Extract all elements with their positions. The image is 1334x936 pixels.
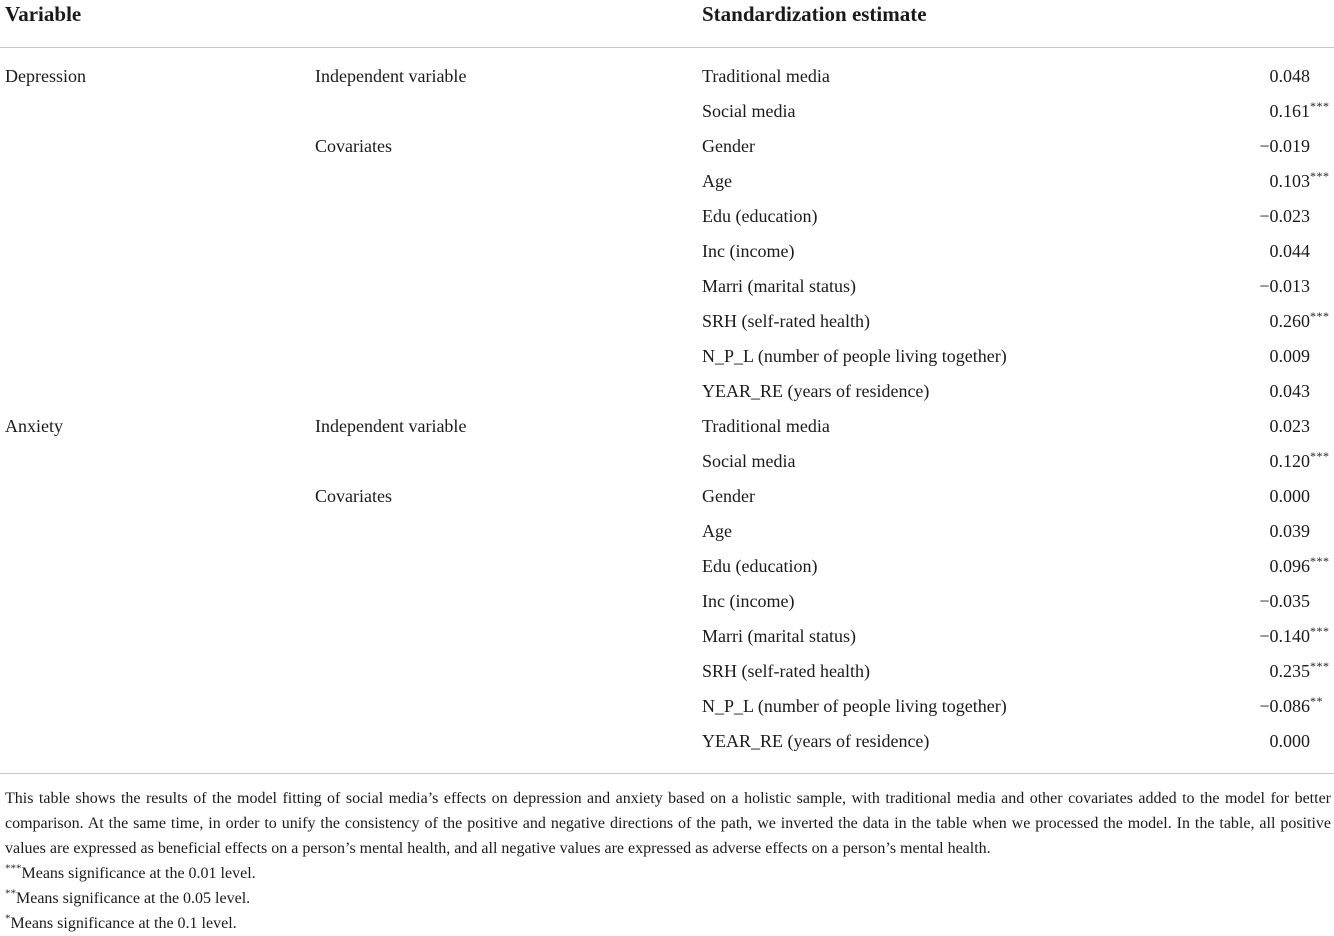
- cell-item: Age: [702, 521, 732, 541]
- footnote-1: [5, 861, 1331, 886]
- table-row: [0, 340, 1334, 375]
- footnote-mark: ***: [5, 862, 22, 875]
- cell-estimate: [1259, 276, 1310, 297]
- cell-group: Covariates: [315, 136, 392, 156]
- significance-mark: ***: [1310, 554, 1330, 568]
- significance-mark: ***: [1310, 449, 1330, 463]
- cell-item: Edu (education): [702, 206, 818, 226]
- cell-item: YEAR_RE (years of residence): [702, 731, 930, 751]
- estimate-value: 0.048: [1269, 66, 1310, 86]
- header-variable: Variable: [5, 2, 82, 26]
- cell-variable: Depression: [5, 66, 86, 86]
- table-row: [0, 690, 1334, 725]
- cell-item: Edu (education): [702, 556, 818, 576]
- cell-estimate: [1270, 346, 1311, 367]
- cell-estimate: [1270, 521, 1311, 542]
- table-row: [0, 375, 1334, 410]
- table-row: [0, 95, 1334, 130]
- table-row: [0, 60, 1334, 95]
- cell-estimate: [1269, 309, 1330, 332]
- table-row: [0, 200, 1334, 235]
- cell-group: Independent variable: [315, 416, 467, 436]
- table-row: [0, 235, 1334, 270]
- cell-item: Gender: [702, 486, 755, 506]
- footnote-mark: **: [5, 887, 16, 900]
- estimate-value: 0.044: [1269, 241, 1310, 261]
- cell-estimate: [1259, 591, 1310, 612]
- footnote-text: Means significance at the 0.1 level.: [10, 915, 237, 932]
- estimate-value: −0.035: [1259, 591, 1310, 611]
- cell-item: SRH (self-rated health): [702, 311, 870, 331]
- cell-item: YEAR_RE (years of residence): [702, 381, 930, 401]
- estimate-value: 0.000: [1269, 731, 1310, 751]
- estimate-value: −0.013: [1259, 276, 1310, 296]
- estimate-value: −0.086: [1259, 696, 1310, 716]
- estimate-value: 0.161: [1269, 101, 1310, 121]
- significance-mark: ***: [1310, 309, 1330, 323]
- significance-mark: ***: [1310, 659, 1330, 673]
- cell-estimate: [1270, 731, 1311, 752]
- estimate-value: 0.096: [1269, 556, 1310, 576]
- cell-estimate: [1269, 659, 1330, 682]
- header-estimate: Standardization estimate: [702, 2, 927, 26]
- cell-estimate: [1259, 624, 1330, 647]
- table-header: [0, 0, 1334, 36]
- table-row: [0, 515, 1334, 550]
- cell-item: Social media: [702, 101, 796, 121]
- estimate-value: −0.140: [1259, 626, 1310, 646]
- estimate-value: 0.260: [1269, 311, 1310, 331]
- table-row: [0, 270, 1334, 305]
- cell-item: Inc (income): [702, 241, 795, 261]
- cell-item: N_P_L (number of people living together): [702, 696, 1007, 716]
- cell-item: Inc (income): [702, 591, 795, 611]
- footnote-2: [5, 886, 1331, 911]
- header-rule: [0, 47, 1334, 48]
- cell-estimate: [1259, 694, 1323, 717]
- table-row: [0, 655, 1334, 690]
- cell-item: SRH (self-rated health): [702, 661, 870, 681]
- estimate-value: 0.000: [1269, 486, 1310, 506]
- footnote-3: [5, 911, 1331, 936]
- estimate-value: 0.039: [1269, 521, 1310, 541]
- estimate-value: 0.009: [1269, 346, 1310, 366]
- cell-estimate: [1270, 381, 1311, 402]
- cell-estimate: [1269, 169, 1330, 192]
- cell-item: Traditional media: [702, 66, 830, 86]
- cell-item: Gender: [702, 136, 755, 156]
- table-row: [0, 585, 1334, 620]
- significance-mark: **: [1310, 694, 1323, 708]
- cell-item: Marri (marital status): [702, 276, 856, 296]
- estimate-value: 0.235: [1269, 661, 1310, 681]
- table-row: [0, 550, 1334, 585]
- table-row: [0, 305, 1334, 340]
- table-row: [0, 445, 1334, 480]
- significance-mark: ***: [1310, 99, 1330, 113]
- cell-estimate: [1270, 241, 1311, 262]
- cell-estimate: [1270, 66, 1311, 87]
- footnote-mark: *: [5, 912, 11, 925]
- table-row: [0, 725, 1334, 760]
- cell-item: Marri (marital status): [702, 626, 856, 646]
- cell-group: Covariates: [315, 486, 392, 506]
- cell-estimate: [1269, 99, 1330, 122]
- table-row: [0, 165, 1334, 200]
- table-row: [0, 480, 1334, 515]
- footnote-text: Means significance at the 0.01 level.: [21, 865, 256, 882]
- estimate-value: 0.103: [1269, 171, 1310, 191]
- estimate-value: −0.019: [1259, 136, 1310, 156]
- estimate-value: 0.023: [1269, 416, 1310, 436]
- significance-mark: ***: [1310, 624, 1330, 638]
- estimate-value: −0.023: [1259, 206, 1310, 226]
- cell-estimate: [1259, 206, 1310, 227]
- cell-item: Traditional media: [702, 416, 830, 436]
- footnote-text: Means significance at the 0.05 level.: [16, 890, 251, 907]
- table-row: [0, 620, 1334, 655]
- estimate-value: 0.043: [1269, 381, 1310, 401]
- table-notes: [5, 786, 1331, 936]
- cell-estimate: [1269, 554, 1330, 577]
- significance-mark: ***: [1310, 169, 1330, 183]
- cell-estimate: [1259, 136, 1310, 157]
- cell-estimate: [1269, 449, 1330, 472]
- table-note-text: This table shows the results of the model fitting of social media’s effects on depression and anxiety based on a holistic sample, with traditional media and other covariates added to the model for better comparison. At the same time, in order to unify the consistency of the positive and negative directions of the path, we inverted the data in the table when we processed the model. In the table, all positive values are expressed as beneficial effects on a person’s mental health, and all negative values are expressed as adverse effects on a person’s mental health.: [5, 790, 1331, 857]
- estimate-value: 0.120: [1269, 451, 1310, 471]
- cell-item: N_P_L (number of people living together): [702, 346, 1007, 366]
- cell-item: Age: [702, 171, 732, 191]
- table-row: [0, 410, 1334, 445]
- cell-estimate: [1270, 486, 1311, 507]
- cell-variable: Anxiety: [5, 416, 63, 436]
- cell-item: Social media: [702, 451, 796, 471]
- footer-rule: [0, 773, 1334, 774]
- table-row: [0, 130, 1334, 165]
- cell-estimate: [1270, 416, 1311, 437]
- cell-group: Independent variable: [315, 66, 467, 86]
